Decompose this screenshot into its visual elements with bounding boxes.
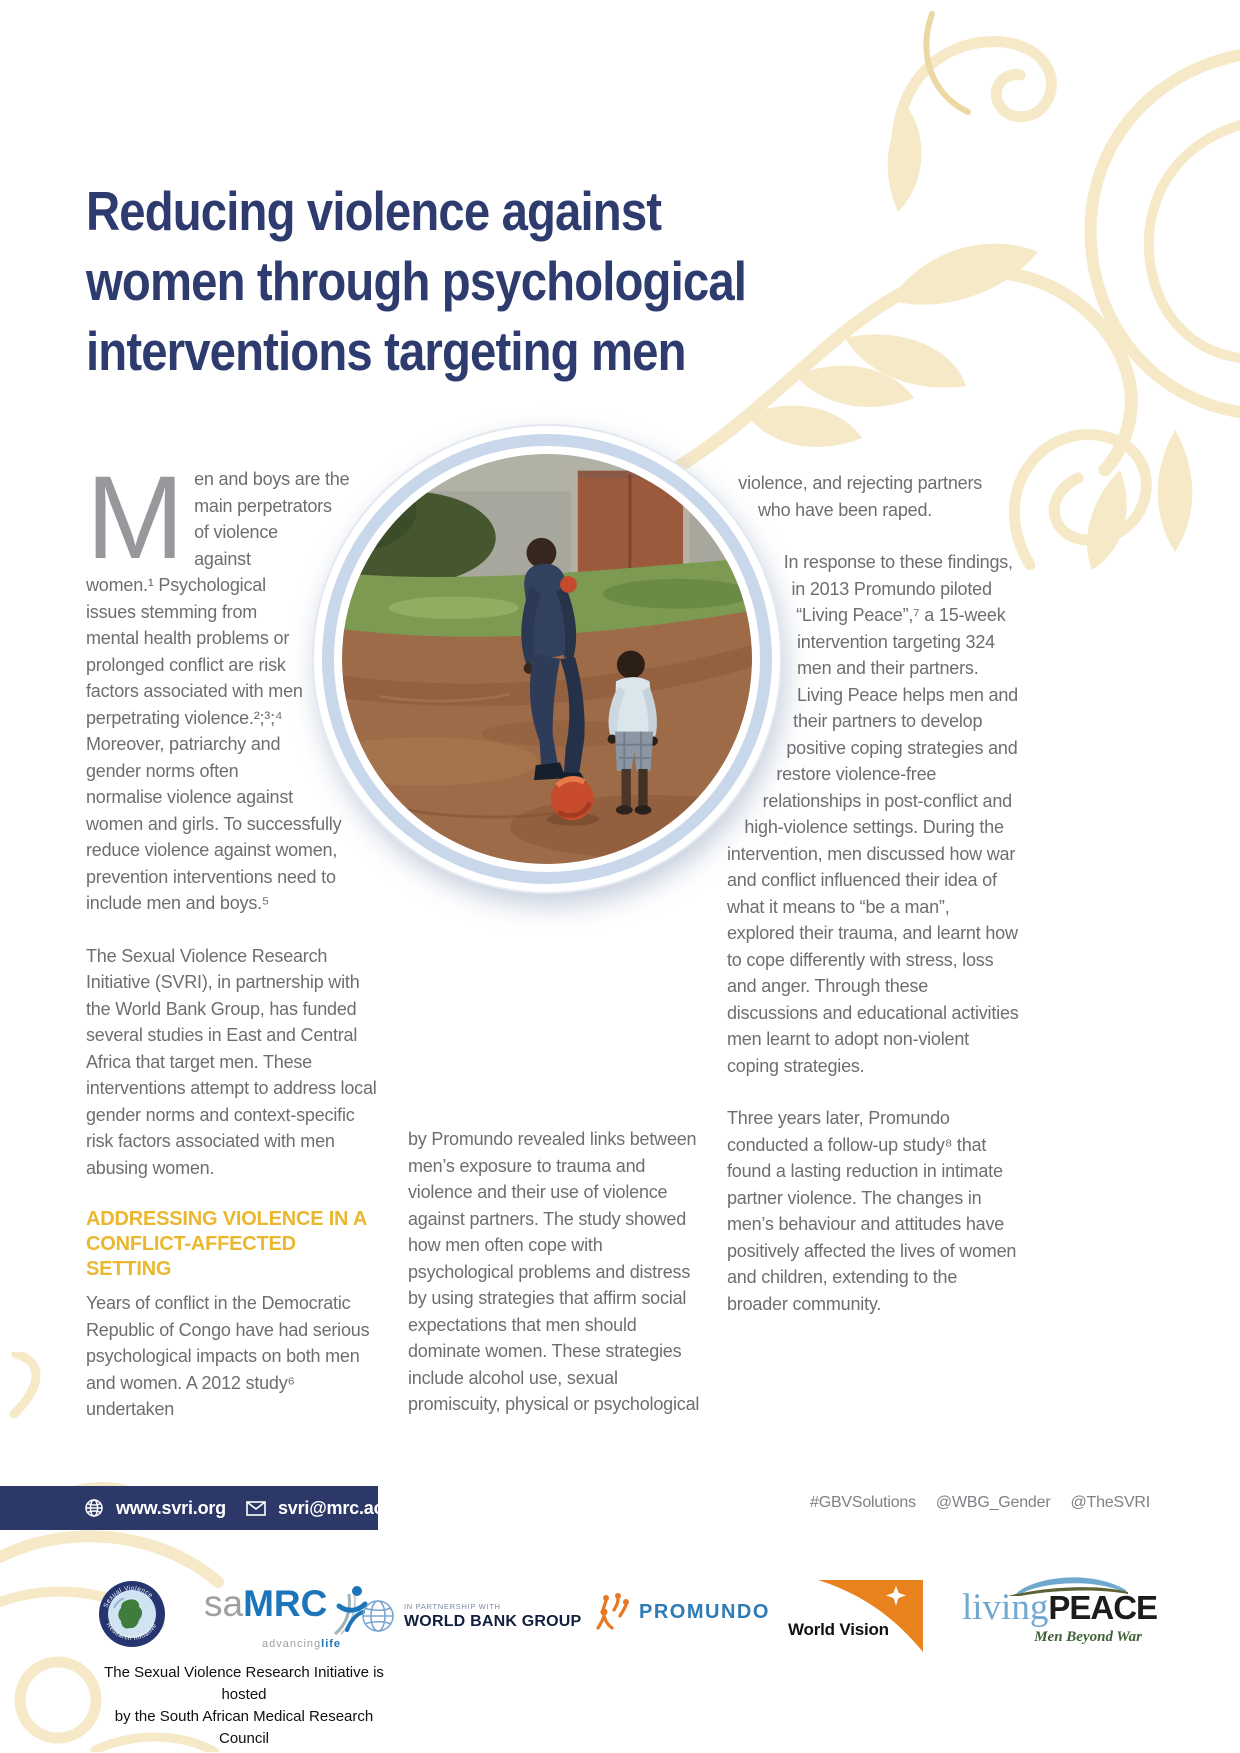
living-peace-peace: PEACE (1048, 1589, 1158, 1626)
title-line-2: women through psychological (86, 250, 747, 312)
title-line-1: Reducing violence against (86, 180, 662, 242)
svri-logo (98, 1580, 166, 1653)
samrc-logo-mrc: MRC (243, 1583, 328, 1624)
section-heading-conflict-setting: ADDRESSING VIOLENCE IN A CONFLICT-AFFECTED SETTING (86, 1208, 367, 1280)
promundo-figures-icon (596, 1592, 632, 1632)
right-paragraph-3: Three years later, Promundo conducted a follow-up study⁸ that found a lasting reduction in intimate partner violence. The changes in men’s behaviour and attitudes have positively affected the lives of women and children, extending to the broader community. (727, 1108, 1017, 1314)
samrc-tagline (262, 1638, 373, 1650)
dropcap-m: M (86, 452, 185, 584)
promundo-logo (596, 1592, 770, 1632)
world-vision-name: World Vision (788, 1620, 889, 1639)
intro-text: en and boys are the main perpetrators of violence against women.¹ Psychological issues stemming from mental health problems or prolonged conflict are risk factors associated with men perpetrating violence.²;³;⁴ Moreover, patriarchy and gender norms often normalise violence against women and girls. To successfully reduce violence against women, prevention interventions need to include men and boys.⁵ (86, 469, 350, 913)
world-bank-logo (360, 1598, 581, 1634)
left-paragraph-2: The Sexual Violence Research Initiative (SVRI), in partnership with the World Bank Group, has funded several studies in East and Central Africa that target men. These interventions attempt to address local gender norms and context-specific risk factors associated with men abusing women. (86, 945, 377, 1178)
handle-wbg-gender[interactable]: @WBG_Gender (935, 1494, 1051, 1511)
world-bank-globe-icon (360, 1598, 396, 1634)
contact-bar (0, 1486, 407, 1530)
envelope-icon (246, 1501, 266, 1516)
title-line-3: interventions targeting men (86, 320, 686, 382)
svri-logo-text-bottom: Research Initiative (104, 1621, 159, 1643)
right-column (727, 470, 1019, 1317)
left-paragraph-3: Years of conflict in the Democratic Republic of Congo have had serious psychological impacts on both men and women. A 2012 study⁶ undertaken (86, 1293, 370, 1419)
social-handles (810, 1494, 1150, 1512)
world-vision-logo (788, 1580, 923, 1658)
world-vision-sail-icon (788, 1580, 923, 1658)
middle-column (408, 1126, 706, 1418)
living-peace-logo (962, 1574, 1158, 1646)
page-title (86, 176, 746, 386)
website-link[interactable]: www.svri.org (116, 1497, 226, 1518)
world-bank-name: WORLD BANK GROUP (404, 1612, 582, 1630)
hosted-by-line-1: The Sexual Violence Research Initiative is hosted (104, 1664, 384, 1703)
samrc-tagline-life: life (321, 1638, 342, 1650)
middle-paragraph: by Promundo revealed links between men’s exposure to trauma and violence and their use of violence against partners. The study showed how men often cope with psychological problems and distress by using strategies that affirm social expectations that men should dominate women. These strategies include alcohol use, sexual promiscuity, physical or psychological (408, 1129, 700, 1414)
living-peace-living: living (962, 1587, 1049, 1628)
hosted-by-line-2: by the South African Medical Research Council (114, 1708, 374, 1747)
handle-thesvri[interactable]: @TheSVRI (1070, 1494, 1151, 1511)
circular-photo-frame (312, 424, 782, 894)
globe-icon (84, 1498, 104, 1518)
svri-logo-text-top: Sexual Violence (102, 1584, 155, 1609)
world-bank-partnership-text: IN PARTNERSHIP WITH (404, 1601, 501, 1611)
living-peace-tagline: Men Beyond War (1034, 1629, 1142, 1645)
samrc-logo-sa: sa (204, 1583, 244, 1624)
samrc-tagline-advancing: advancing (262, 1638, 322, 1650)
samrc-logo (204, 1584, 373, 1650)
promundo-name: PROMUNDO (639, 1600, 770, 1623)
email-link[interactable]: svri@mrc.ac.za (277, 1497, 407, 1518)
hosted-by-note (88, 1662, 400, 1750)
right-paragraph-1: violence, and rejecting partners who have been raped. (738, 473, 983, 520)
photo-man-boy-football (342, 454, 752, 864)
left-column (86, 452, 382, 1423)
right-paragraph-2: In response to these findings, in 2013 Promundo piloted “Living Peace”,⁷ a 15-week intervention targeting 324 men and their partners. Living Peace helps men and their partners to develop positive coping strategies and restore violence-free relationships in post-conflict and high-violence settings. During the intervention, men discussed how war and conflict influenced their idea of what it means to “be a man”, explored their trauma, and learnt how to cope differently with stress, loss and anger. Through these discussions and educational activities men learnt to adopt non-violent coping strategies. (727, 552, 1019, 1076)
hashtag-gbvsolutions[interactable]: #GBVSolutions (810, 1494, 916, 1511)
